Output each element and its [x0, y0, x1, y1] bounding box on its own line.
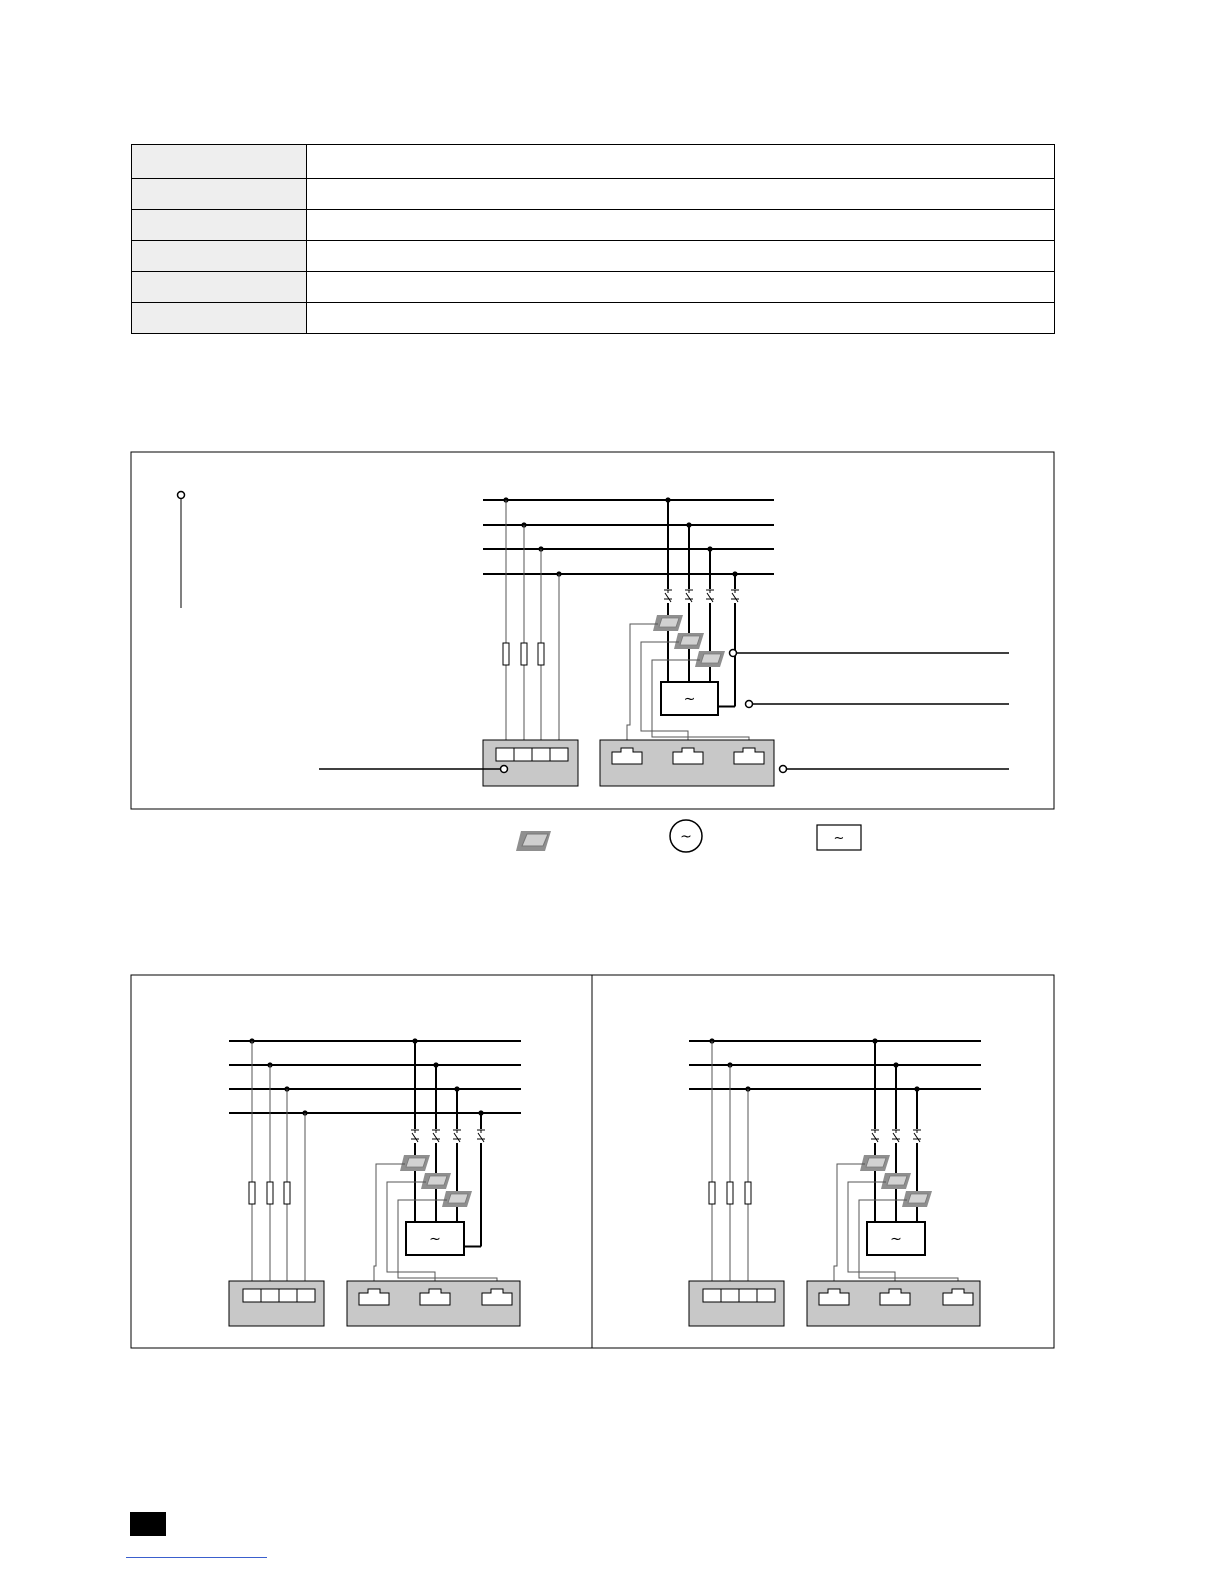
- terminal-cell: [496, 748, 514, 761]
- current-transformer-icon: [653, 615, 683, 631]
- meter-panel: [483, 740, 578, 786]
- symbol-legend: [516, 820, 861, 852]
- ct-secondary-lead: [627, 624, 658, 748]
- terminal-cell: [703, 1289, 721, 1302]
- terminal-cell: [757, 1289, 775, 1302]
- breaker-symbol: [477, 1130, 485, 1142]
- meter-panel: [689, 1281, 784, 1326]
- ac-source-icon: [670, 820, 702, 852]
- breaker-contact: [411, 1130, 419, 1142]
- breaker-symbol: [685, 590, 693, 602]
- terminal-marker: [501, 766, 508, 773]
- fuse: [709, 1182, 715, 1204]
- terminal-cell: [297, 1289, 315, 1302]
- current-transformer-icon: [695, 651, 725, 667]
- ct-terminal-panel: [600, 740, 774, 786]
- ac-box-icon: [406, 1222, 464, 1255]
- terminal-cell: [279, 1289, 297, 1302]
- fuse: [503, 643, 509, 665]
- tilde-glyph: ~: [890, 1231, 902, 1248]
- breaker-symbol: [892, 1130, 900, 1142]
- page-number-tab: [130, 1512, 166, 1536]
- breaker-symbol: [432, 1130, 440, 1142]
- breaker-contact: [432, 1130, 440, 1142]
- ct-secondary-lead: [834, 1164, 865, 1289]
- breaker-contact: [453, 1130, 461, 1142]
- fuse: [267, 1182, 273, 1204]
- terminal-cell: [550, 748, 568, 761]
- ac-box-icon: [661, 682, 718, 715]
- fuse: [521, 643, 527, 665]
- panel-body: [483, 740, 578, 786]
- terminal-cell: [243, 1289, 261, 1302]
- ct-window: [908, 1194, 928, 1203]
- fuse: [538, 643, 544, 665]
- breaker-contact: [913, 1130, 921, 1142]
- current-transformer-icon: [400, 1155, 430, 1171]
- ct-window: [659, 618, 679, 627]
- breaker-symbol: [913, 1130, 921, 1142]
- terminal-cell: [514, 748, 532, 761]
- four-wire-diagram: [229, 1038, 521, 1326]
- tilde-glyph: ~: [833, 831, 845, 846]
- breaker-symbol: [664, 590, 672, 602]
- ct-window: [701, 654, 721, 663]
- terminal-marker: [746, 701, 753, 708]
- panel-body: [689, 1281, 784, 1326]
- breaker-contact: [477, 1130, 485, 1142]
- ct-window: [887, 1176, 907, 1185]
- fuse: [745, 1182, 751, 1204]
- meter-panel: [229, 1281, 324, 1326]
- breaker-contact: [892, 1130, 900, 1142]
- fuse: [727, 1182, 733, 1204]
- breaker-contact: [706, 590, 714, 602]
- main-diagram-frame: [131, 452, 1054, 809]
- ct-window: [680, 636, 700, 645]
- current-transformer-icon: [881, 1173, 911, 1189]
- current-transformer-icon: [860, 1155, 890, 1171]
- terminal-cell: [721, 1289, 739, 1302]
- terminal-marker: [780, 766, 787, 773]
- ct-window: [448, 1194, 468, 1203]
- main-wiring-diagram: [131, 452, 1054, 809]
- ct-terminal-panel: [347, 1281, 520, 1326]
- terminal-marker: [730, 650, 737, 657]
- terminal-cell: [532, 748, 550, 761]
- current-transformer-icon: [421, 1173, 451, 1189]
- fuse: [284, 1182, 290, 1204]
- tilde-glyph: ~: [680, 829, 692, 845]
- three-wire-diagram: [689, 1038, 981, 1326]
- current-transformer-icon: [674, 633, 704, 649]
- breaker-symbol: [731, 590, 739, 602]
- tilde-glyph: ~: [429, 1231, 441, 1248]
- panel-body: [229, 1281, 324, 1326]
- current-transformer-icon: [902, 1191, 932, 1207]
- breaker-contact: [685, 590, 693, 602]
- terminal-cell: [261, 1289, 279, 1302]
- breaker-symbol: [411, 1130, 419, 1142]
- ct-secondary-lead: [374, 1164, 405, 1289]
- breaker-contact: [871, 1130, 879, 1142]
- terminal-marker: [178, 492, 185, 499]
- ct-window: [866, 1158, 886, 1167]
- breaker-symbol: [871, 1130, 879, 1142]
- fuse: [249, 1182, 255, 1204]
- ct-terminal-panel: [807, 1281, 980, 1326]
- breaker-symbol: [453, 1130, 461, 1142]
- breaker-contact: [731, 590, 739, 602]
- current-transformer-icon: [442, 1191, 472, 1207]
- breaker-symbol: [706, 590, 714, 602]
- terminal-cell: [739, 1289, 757, 1302]
- footer-rule: [126, 1557, 267, 1558]
- ct-window: [406, 1158, 426, 1167]
- ac-box-icon: [817, 825, 861, 850]
- ct-window: [427, 1176, 447, 1185]
- breaker-contact: [664, 590, 672, 602]
- ac-box-icon: [867, 1222, 925, 1255]
- current-transformer-icon: [516, 831, 551, 851]
- tilde-glyph: ~: [683, 691, 696, 708]
